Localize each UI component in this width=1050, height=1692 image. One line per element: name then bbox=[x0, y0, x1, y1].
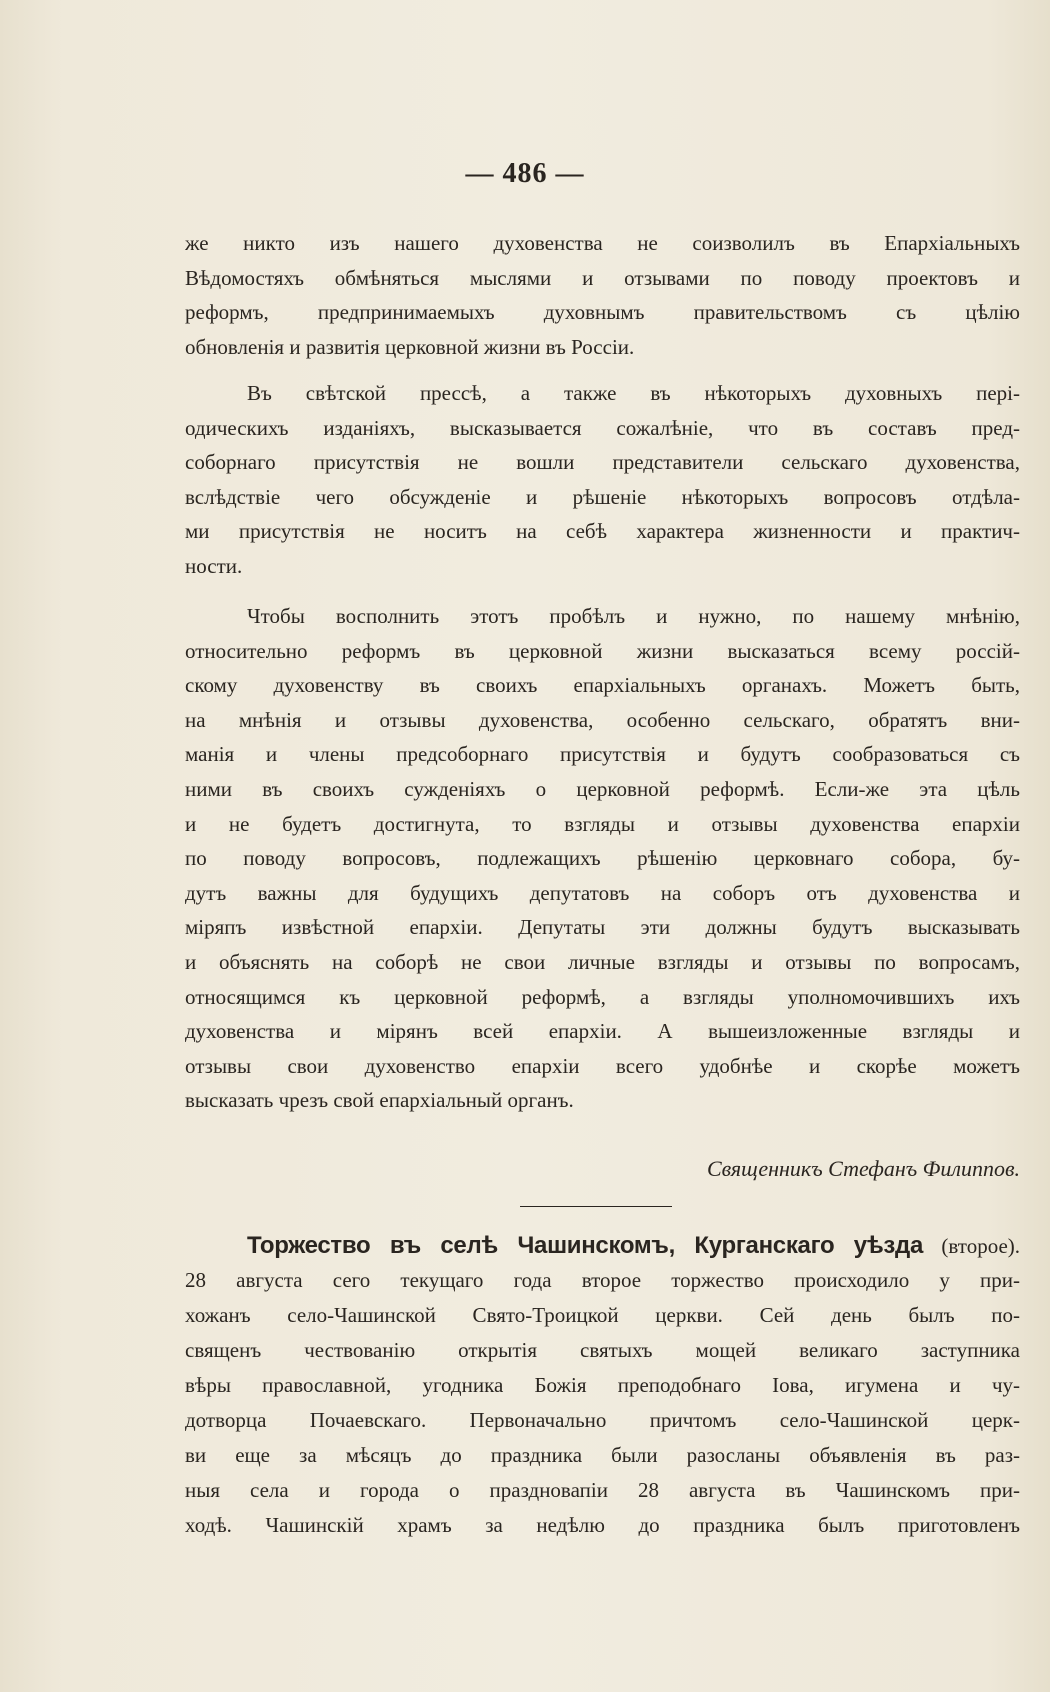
text-line: же никто изъ нашего духовенства не соизволилъ въ Епархіальныхъ bbox=[185, 231, 1020, 255]
signature: Священникъ Стефанъ Филиппов. bbox=[707, 1156, 1020, 1181]
text-line: ныя села и города о праздновапіи 28 августа въ Чашинскомъ при- bbox=[185, 1478, 1020, 1502]
text-line: относительно реформъ въ церковной жизни высказаться всему россій- bbox=[185, 638, 1020, 663]
text-line: и объяснять на соборѣ не свои личные взгляды и отзывы по вопросамъ, bbox=[185, 949, 1020, 974]
text-line: ходѣ. Чашинскій храмъ за недѣлю до праздника былъ приготовленъ bbox=[185, 1513, 1020, 1537]
paragraph-3 bbox=[185, 599, 1020, 1118]
text-line: манія и члены предсоборнаго присутствія и будутъ сообразоваться съ bbox=[185, 742, 1020, 767]
text-line: относящимся къ церковной реформѣ, а взгляды уполномочившихъ ихъ bbox=[185, 984, 1020, 1009]
text-line: и не будетъ достигнута, то взгляды и отзывы духовенства епархіи bbox=[185, 811, 1020, 836]
text-line: соборнаго присутствія не вошли представители сельскаго духовенства, bbox=[185, 450, 1020, 475]
article bbox=[185, 1228, 1020, 1543]
article-heading-line bbox=[185, 1228, 1020, 1263]
text-line: дотворца Почаевскаго. Первоначально причтомъ село-Чашинской церк- bbox=[185, 1408, 1020, 1432]
text-line: реформъ, предпринимаемыхъ духовнымъ правительствомъ съ цѣлію bbox=[185, 300, 1020, 325]
article-title-suffix: (второе). bbox=[941, 1234, 1020, 1258]
text-line: высказать чрезъ свой епархіальный органъ. bbox=[185, 1088, 574, 1113]
text-line: священъ чествованію открытія святыхъ мощей великаго заступника bbox=[185, 1338, 1020, 1362]
text-line: ности. bbox=[185, 553, 243, 578]
page-number: — 486 — bbox=[465, 158, 585, 189]
text-line: ви еще за мѣсяцъ до праздника были разосланы объявленія въ раз- bbox=[185, 1443, 1020, 1467]
text-line: Въ свѣтской прессѣ, а также въ нѣкоторыхъ духовныхъ пері- bbox=[247, 381, 1020, 405]
text-line: отзывы свои духовенство епархіи всего удобнѣе и скорѣе можетъ bbox=[185, 1053, 1020, 1078]
text-line: на мнѣнія и отзывы духовенства, особенно сельскаго, обратятъ вни- bbox=[185, 707, 1020, 732]
text-line: хожанъ село-Чашинской Свято-Троицкой церкви. Сей день былъ по- bbox=[185, 1303, 1020, 1327]
text-line: міряпъ извѣстной епархіи. Депутаты эти должны будутъ высказывать bbox=[185, 915, 1020, 940]
paragraph-1 bbox=[185, 226, 1020, 364]
text-line: духовенства и мірянъ всей епархіи. А вышеизложенные взгляды и bbox=[185, 1019, 1020, 1044]
text-line: ними въ своихъ сужденіяхъ о церковной реформѣ. Если-же эта цѣль bbox=[185, 776, 1020, 801]
text-line: дутъ важны для будущихъ депутатовъ на соборъ отъ духовенства и bbox=[185, 880, 1020, 905]
section-divider bbox=[520, 1206, 672, 1207]
text-line: обновленія и развитія церковной жизни въ Россіи. bbox=[185, 334, 635, 359]
text-line: одическихъ изданіяхъ, высказывается сожалѣніе, что въ составъ пред- bbox=[185, 415, 1020, 440]
text-line: скому духовенству въ своихъ епархіальныхъ органахъ. Можетъ быть, bbox=[185, 673, 1020, 698]
article-title: Торжество въ селѣ Чашинскомъ, Курганскаго уѣзда bbox=[247, 1232, 924, 1259]
text-line: ми присутствія не носитъ на себѣ характера жизненности и практич- bbox=[185, 519, 1020, 544]
text-line: Чтобы восполнить этотъ пробѣлъ и нужно, по нашему мнѣнію, bbox=[247, 604, 1020, 628]
text-line: вѣры православной, угодника Божія преподобнаго Іова, игумена и чу- bbox=[185, 1373, 1020, 1397]
text-line: вслѣдствіе чего обсужденіе и рѣшеніе нѣкоторыхъ вопросовъ отдѣла- bbox=[185, 484, 1020, 509]
text-line: 28 августа сего текущаго года второе торжество происходило у при- bbox=[185, 1268, 1020, 1292]
text-line: по поводу вопросовъ, подлежащихъ рѣшенію церковнаго собора, бу- bbox=[185, 846, 1020, 871]
paragraph-2 bbox=[185, 376, 1020, 584]
text-line: Вѣдомостяхъ обмѣняться мыслями и отзывами по поводу проектовъ и bbox=[185, 265, 1020, 290]
